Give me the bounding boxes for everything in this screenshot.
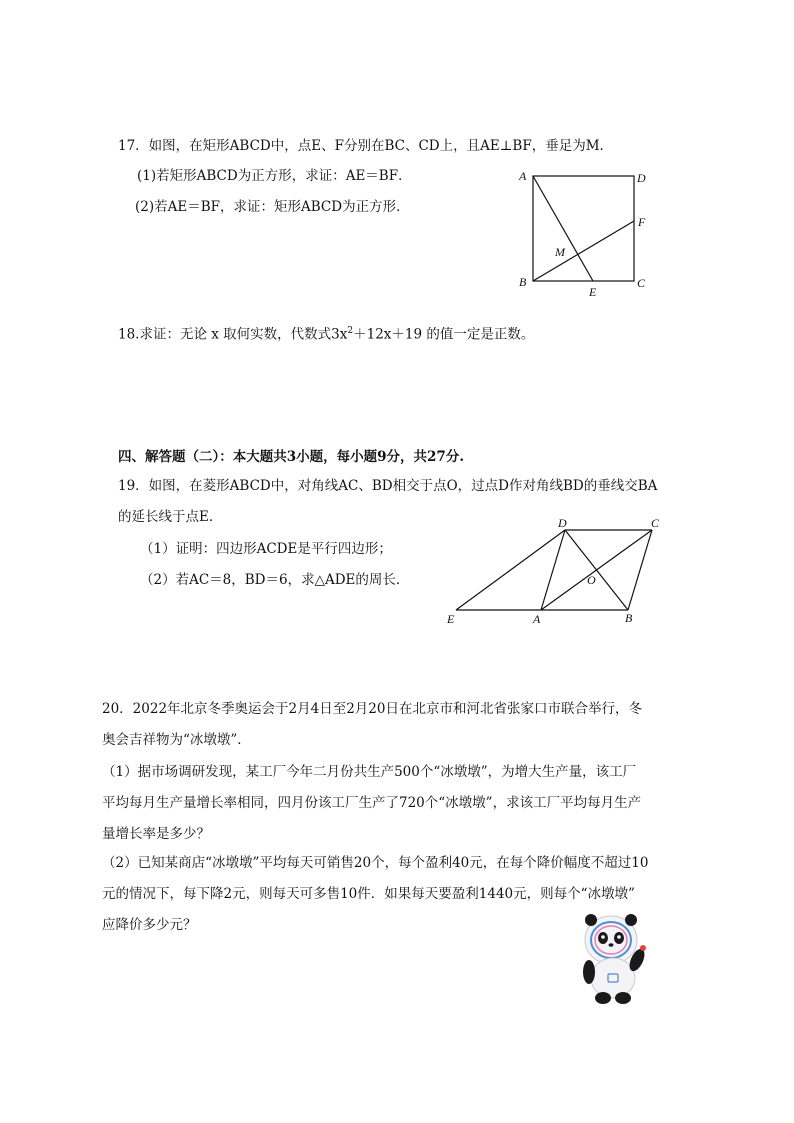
q20-p2-line2: 元的情况下，每下降2元，则每天可多售10件．如果每天要盈利1440元，则每个“冰墩墩” — [102, 886, 635, 902]
section4-title: 四、解答题（二）：本大题共3小题，每小题9分，共27分. — [118, 449, 465, 465]
label-d: D — [637, 171, 646, 185]
q20-p1-line3: 量增长率是多少？ — [102, 826, 210, 842]
q19-line2: 的延长线于点E． — [118, 509, 223, 525]
q19-line1: 19．如图，在菱形ABCD中，对角线AC、BD相交于点O，过点D作对角线BD的垂线交BA — [118, 478, 658, 494]
label-c: C — [637, 276, 646, 290]
label-f: F — [638, 215, 646, 229]
q20-p1-line2: 平均每月生产量增长率相同，四月份该工厂生产了720个“冰墩墩”，求该工厂平均每月生产 — [102, 795, 642, 811]
q20-line2: 奥会吉祥物为“冰墩墩”． — [102, 732, 251, 748]
segment-ad — [541, 530, 565, 610]
q20-p1-line1: （1）据市场调研发现，某工厂今年二月份共生产500个“冰墩墩”，为增大生产量，该工厂 — [102, 764, 637, 780]
segment-bc — [628, 530, 652, 610]
q17-part2: (2)若AE＝BF，求证：矩形ABCD为正方形． — [135, 199, 410, 215]
label-d: D — [558, 516, 567, 530]
label-b: B — [519, 275, 527, 289]
q19-part2: （2）若AC＝8，BD＝6，求△ADE的周长． — [140, 572, 410, 588]
label-e: E — [589, 285, 597, 299]
q18-suffix: ＋12x＋19 的值一定是正数。 — [353, 326, 535, 343]
segment-ac — [541, 530, 652, 610]
q17-stem: 17．如图，在矩形ABCD中，点E、F分别在BC、CD上，且AE⊥BF，垂足为M． — [118, 138, 614, 154]
q20-p2-line1: （2）已知某商店“冰墩墩”平均每天可销售20个，每个盈利40元，在每个降价幅度不超过10 — [102, 855, 649, 871]
q18-prefix: 18.求证：无论 x 取何实数，代数式3x — [118, 326, 348, 343]
q17-part1: (1)若矩形ABCD为正方形，求证：AE＝BF． — [137, 168, 412, 184]
label-a: A — [519, 169, 527, 183]
label-m: M — [555, 245, 565, 259]
segment-ed — [456, 530, 565, 610]
label-o: O — [587, 573, 596, 587]
q19-part1: （1）证明：四边形ACDE是平行四边形； — [140, 541, 392, 557]
label-c: C — [651, 516, 660, 530]
mascot-illustration — [575, 910, 685, 1005]
q20-line1: 20．2022年北京冬季奥运会于2月4日至2月20日在北京市和河北省张家口市联合举行，冬 — [102, 701, 642, 717]
q18-exponent: 2 — [347, 326, 354, 336]
label-e: E — [447, 612, 455, 626]
label-a: A — [533, 612, 541, 626]
label-b: B — [625, 611, 633, 625]
q20-p2-line3: 应降价多少元？ — [102, 917, 197, 933]
